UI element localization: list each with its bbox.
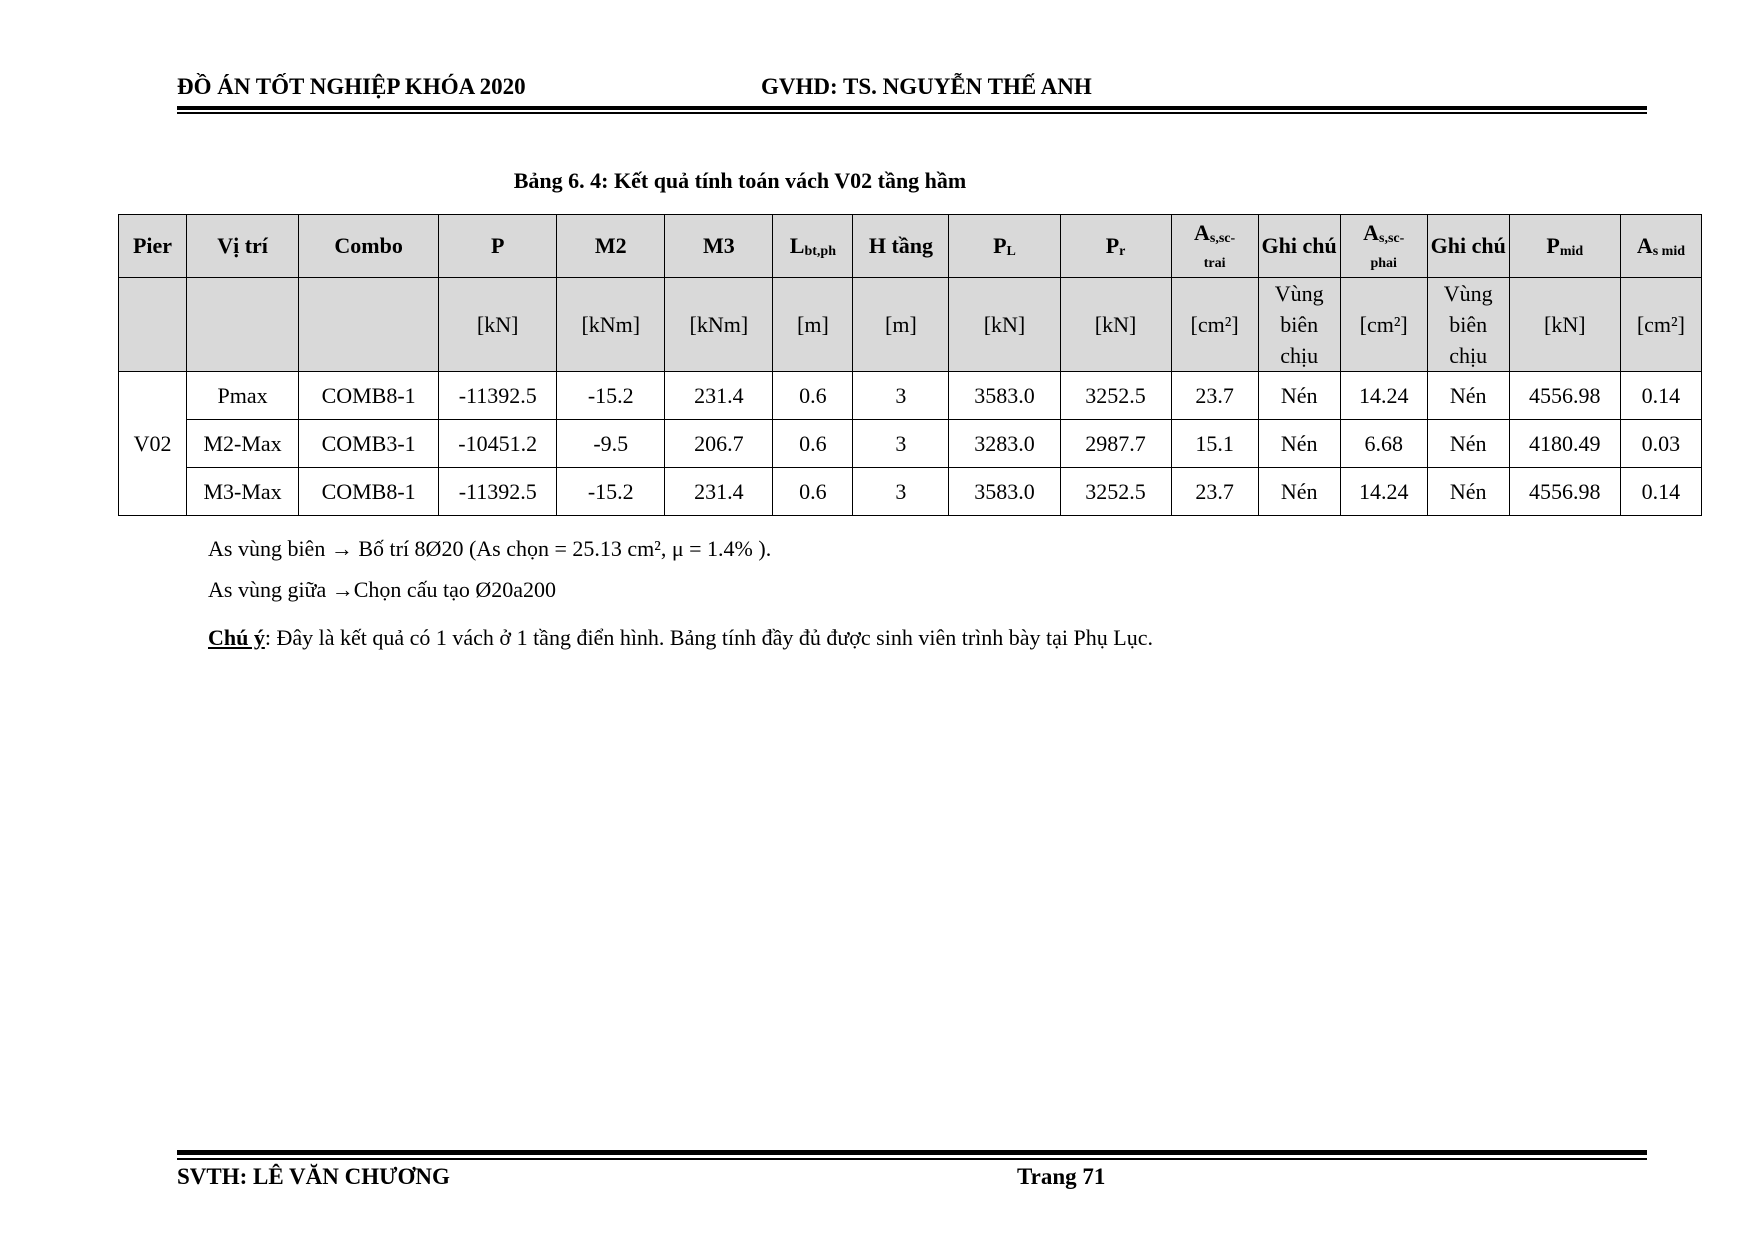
unit-lbt: [m]: [773, 278, 853, 372]
col-m2: M2: [557, 215, 665, 278]
cell-as-trai: 23.7: [1171, 468, 1258, 516]
col-lbt: [773, 215, 853, 278]
header-supervisor: GVHD: TS. NGUYỄN THẾ ANH: [761, 74, 1092, 99]
cell-ghichu-1: Nén: [1258, 420, 1340, 468]
col-as-trai-main: A: [1194, 219, 1210, 245]
col-pmid: [1509, 215, 1620, 278]
cell-m3: 231.4: [665, 468, 773, 516]
col-as-trai-sub: s,sc-: [1209, 230, 1236, 246]
col-m3: M3: [665, 215, 773, 278]
cell-combo: COMB3-1: [299, 420, 439, 468]
cell-lbt: 0.6: [773, 468, 853, 516]
cell-asmid: 0.14: [1620, 468, 1701, 516]
header-rule-thin: [177, 112, 1647, 114]
table-row: [119, 468, 1702, 516]
cell-m2: -9.5: [557, 420, 665, 468]
unit-pmid: [kN]: [1509, 278, 1620, 372]
col-htang: H tầng: [853, 215, 949, 278]
cell-pier: V02: [119, 372, 187, 516]
cell-combo: COMB8-1: [299, 372, 439, 420]
col-as-trai: [1171, 215, 1258, 278]
col-pr-sub: r: [1119, 243, 1126, 259]
col-ghichu-2: Ghi chú: [1427, 215, 1509, 278]
cell-htang: 3: [853, 468, 949, 516]
header-project-title: ĐỒ ÁN TỐT NGHIỆP KHÓA 2020: [177, 74, 526, 99]
unit-vitri: [187, 278, 299, 372]
col-asmid-sub: s mid: [1652, 243, 1685, 259]
col-vitri: Vị trí: [187, 215, 299, 278]
cell-as-phai: 14.24: [1340, 468, 1427, 516]
unit-pr: [kN]: [1060, 278, 1171, 372]
table-header-row: [119, 215, 1702, 278]
col-pier: Pier: [119, 215, 187, 278]
col-pl-main: P: [993, 232, 1007, 258]
col-as-phai-main: A: [1363, 219, 1379, 245]
cell-asmid: 0.14: [1620, 372, 1701, 420]
cell-as-trai: 23.7: [1171, 372, 1258, 420]
cell-m2: -15.2: [557, 468, 665, 516]
unit-m2: [kNm]: [557, 278, 665, 372]
note-remark: [208, 625, 1153, 651]
col-pmid-sub: mid: [1559, 243, 1584, 259]
col-asmid-main: A: [1636, 232, 1653, 258]
col-pr: [1060, 215, 1171, 278]
unit-as-phai: [cm²]: [1340, 278, 1427, 372]
col-lbt-main: L: [789, 232, 805, 258]
cell-ghichu-2: Nén: [1427, 468, 1509, 516]
cell-ghichu-1: Nén: [1258, 372, 1340, 420]
page-footer: [177, 1164, 1647, 1204]
col-p: P: [439, 215, 557, 278]
col-pr-main: P: [1105, 232, 1120, 258]
results-table: [118, 214, 1702, 516]
table-row: [119, 372, 1702, 420]
note-remark-text: : Đây là kết quả có 1 vách ở 1 tầng điển hình. Bảng tính đầy đủ được sinh viên trình bày tại Phụ Lục.: [264, 625, 1153, 650]
note-as-boundary: As vùng biên → Bố trí 8Ø20 (As chọn = 25.13 cm², μ = 1.4% ).: [208, 536, 772, 561]
cell-vitri: M3-Max: [187, 468, 299, 516]
cell-htang: 3: [853, 372, 949, 420]
cell-pr: 3252.5: [1060, 372, 1171, 420]
cell-lbt: 0.6: [773, 420, 853, 468]
cell-pl: 3283.0: [949, 420, 1060, 468]
cell-as-trai: 15.1: [1171, 420, 1258, 468]
note-as-middle: As vùng giữa →Chọn cấu tạo Ø20a200: [208, 577, 556, 602]
cell-combo: COMB8-1: [299, 468, 439, 516]
unit-p: [kN]: [439, 278, 557, 372]
cell-lbt: 0.6: [773, 372, 853, 420]
cell-pl: 3583.0: [949, 468, 1060, 516]
table-caption: Bảng 6. 4: Kết quả tính toán vách V02 tầng hầm: [513, 168, 967, 193]
cell-ghichu-1: Nén: [1258, 468, 1340, 516]
unit-m3: [kNm]: [665, 278, 773, 372]
cell-asmid: 0.03: [1620, 420, 1701, 468]
unit-pl: [kN]: [949, 278, 1060, 372]
cell-pr: 2987.7: [1060, 420, 1171, 468]
cell-m2: -15.2: [557, 372, 665, 420]
unit-as-trai: [cm²]: [1171, 278, 1258, 372]
cell-m3: 206.7: [665, 420, 773, 468]
cell-as-phai: 6.68: [1340, 420, 1427, 468]
cell-pr: 3252.5: [1060, 468, 1171, 516]
col-as-trai-sub2: trai: [1203, 255, 1226, 271]
cell-m3: 231.4: [665, 372, 773, 420]
footer-student: SVTH: LÊ VĂN CHƯƠNG: [177, 1164, 450, 1189]
cell-htang: 3: [853, 420, 949, 468]
cell-as-phai: 14.24: [1340, 372, 1427, 420]
table-row: [119, 420, 1702, 468]
col-pmid-main: P: [1546, 232, 1560, 258]
table-units-row: [119, 278, 1702, 372]
unit-ghichu-2: Vùng biên chịu: [1427, 278, 1509, 372]
unit-asmid: [cm²]: [1620, 278, 1701, 372]
cell-pl: 3583.0: [949, 372, 1060, 420]
col-ghichu-1: Ghi chú: [1258, 215, 1340, 278]
footer-page-number: Trang 71: [1017, 1164, 1106, 1189]
col-lbt-sub: bt,ph: [804, 243, 836, 259]
cell-ghichu-2: Nén: [1427, 420, 1509, 468]
col-as-phai-sub2: phai: [1370, 255, 1397, 271]
footer-rule-thick: [177, 1150, 1647, 1155]
cell-vitri: Pmax: [187, 372, 299, 420]
col-pl: [949, 215, 1060, 278]
footer-rule-thin: [177, 1158, 1647, 1160]
col-as-phai-sub: s,sc-: [1379, 230, 1405, 246]
unit-combo: [299, 278, 439, 372]
unit-htang: [m]: [853, 278, 949, 372]
col-combo: Combo: [299, 215, 439, 278]
cell-pmid: 4556.98: [1509, 372, 1620, 420]
cell-ghichu-2: Nén: [1427, 372, 1509, 420]
cell-pmid: 4556.98: [1509, 468, 1620, 516]
col-pl-sub: L: [1006, 243, 1016, 259]
note-remark-label: Chú ý: [208, 625, 265, 650]
col-asmid: [1620, 215, 1701, 278]
cell-pmid: 4180.49: [1509, 420, 1620, 468]
unit-pier: [119, 278, 187, 372]
unit-ghichu-1: Vùng biên chịu: [1258, 278, 1340, 372]
col-as-phai: [1340, 215, 1427, 278]
header-rule-thick: [177, 106, 1647, 110]
cell-p: -11392.5: [439, 468, 557, 516]
cell-vitri: M2-Max: [187, 420, 299, 468]
cell-p: -10451.2: [439, 420, 557, 468]
cell-p: -11392.5: [439, 372, 557, 420]
